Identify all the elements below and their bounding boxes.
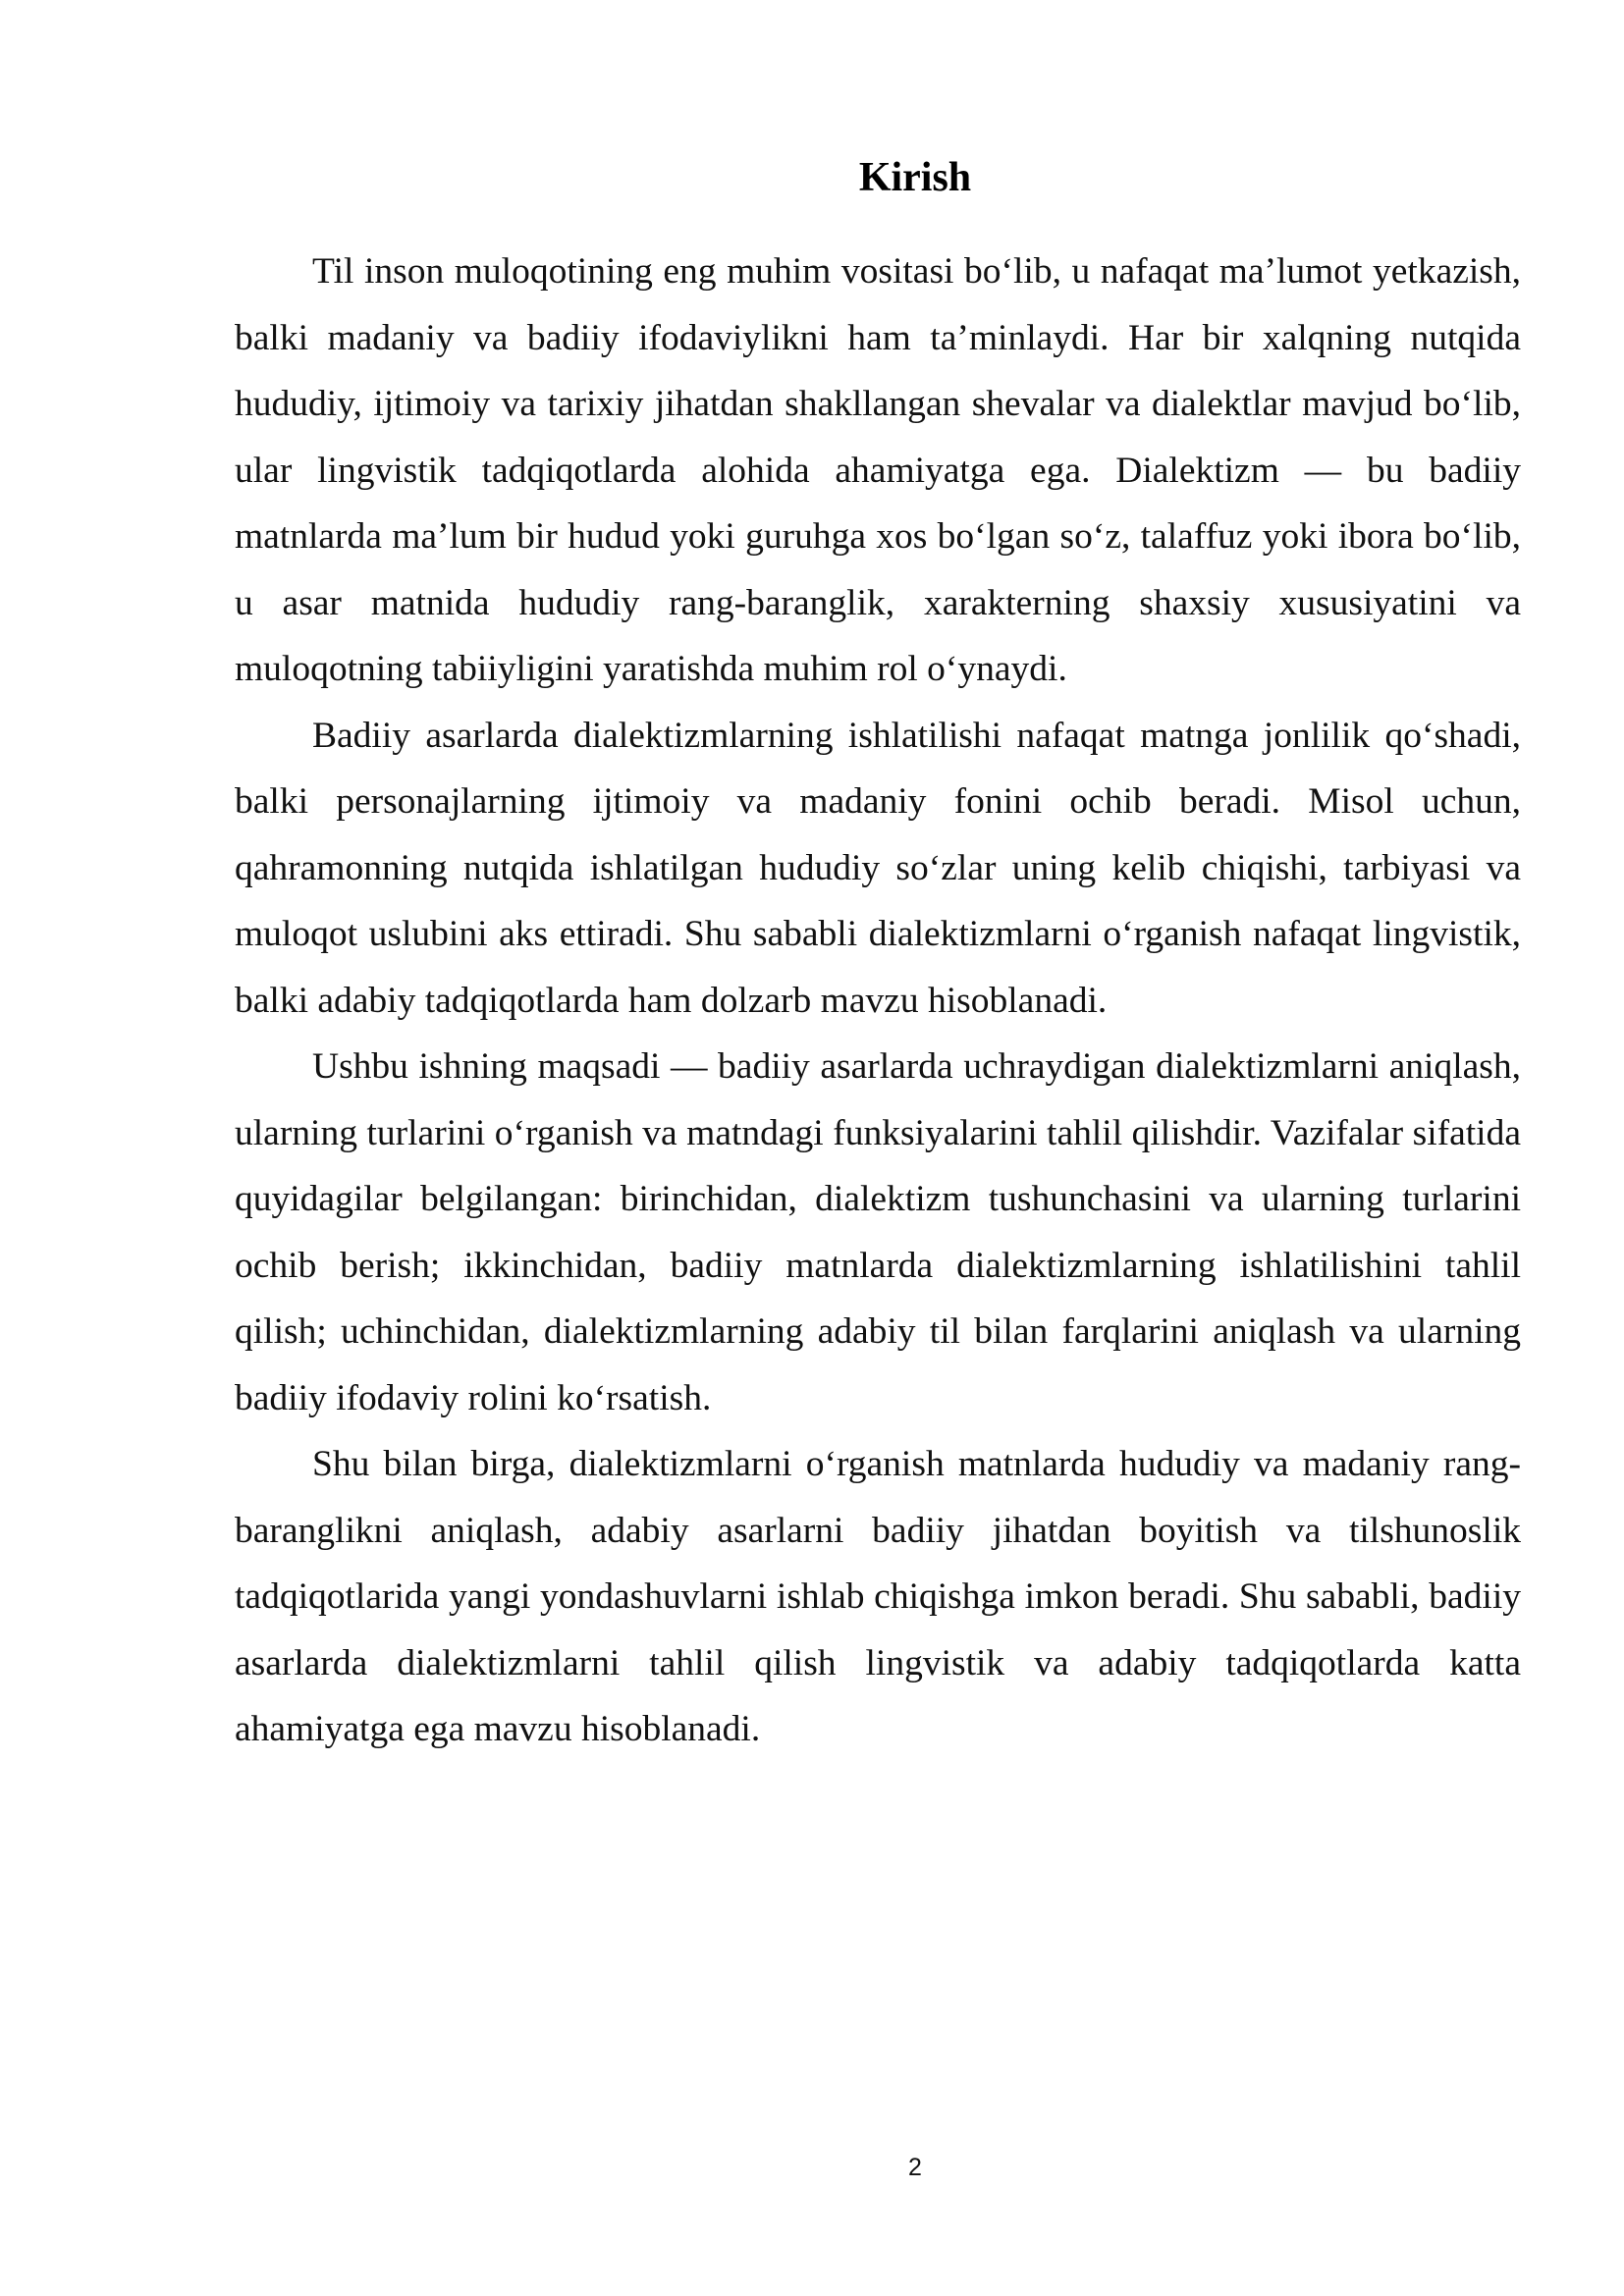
- page-number: 2: [908, 2154, 922, 2181]
- paragraph-4: Shu bilan birga, dialektizmlarni o‘rganish matnlarda hududiy va madaniy rang-baranglikni aniqlash, adabiy asarlarni badiiy jihatdan boyitish va tilshunoslik tadqiqotlarida yangi yondashuvlarni ishlab chiqishga imkon beradi. Shu sababli, badiiy asarlarda dialektizmlarni tahlil qilish lingvistik va adabiy tadqiqotlarda katta ahamiyatga ega mavzu hisoblanadi.: [235, 1444, 1521, 1749]
- paragraph-3: Ushbu ishning maqsadi — badiiy asarlarda uchraydigan dialektizmlarni aniqlash, ularning turlarini o‘rganish va matndagi funksiyalarini tahlil qilishdir. Vazifalar sifatida quyidagilar belgilangan: birinchidan, dialektizm tushunchasini va ularning turlarini ochib berish; ikkinchidan, badiiy matnlarda dialektizmlarning ishlatilishini tahlil qilish; uchinchidan, dialektizmlarning adabiy til bilan farqlarini aniqlash va ularning badiiy ifodaviy rolini ko‘rsatish.: [235, 1046, 1521, 1418]
- paragraph-1: Til inson muloqotining eng muhim vositasi bo‘lib, u nafaqat ma’lumot yetkazish, balki madaniy va badiiy ifodaviylikni ham ta’minlaydi. Har bir xalqning nutqida hududiy, ijtimoiy va tarixiy jihatdan shakllangan shevalar va dialektlar mavjud bo‘lib, ular lingvistik tadqiqotlarda alohida ahamiyatga ega. Dialektizm — bu badiiy matnlarda ma’lum bir hudud yoki guruhga xos bo‘lgan so‘z, talaffuz yoki ibora bo‘lib, u asar matnida hududiy rang-baranglik, xarakterning shaxsiy xususiyatini va muloqotning tabiiyligini yaratishda muhim rol o‘ynaydi.: [235, 251, 1521, 689]
- page-title: Kirish: [858, 155, 972, 200]
- document-body: [235, 239, 1521, 1763]
- paragraph-2: Badiiy asarlarda dialektizmlarning ishlatilishi nafaqat matnga jonlilik qo‘shadi, balki personajlarning ijtimoiy va madaniy fonini ochib beradi. Misol uchun, qahramonning nutqida ishlatilgan hududiy so‘zlar uning kelib chiqishi, tarbiyasi va muloqot uslubini aks ettiradi. Shu sababli dialektizmlarni o‘rganish nafaqat lingvistik, balki adabiy tadqiqotlarda ham dolzarb mavzu hisoblanadi.: [235, 715, 1521, 1021]
